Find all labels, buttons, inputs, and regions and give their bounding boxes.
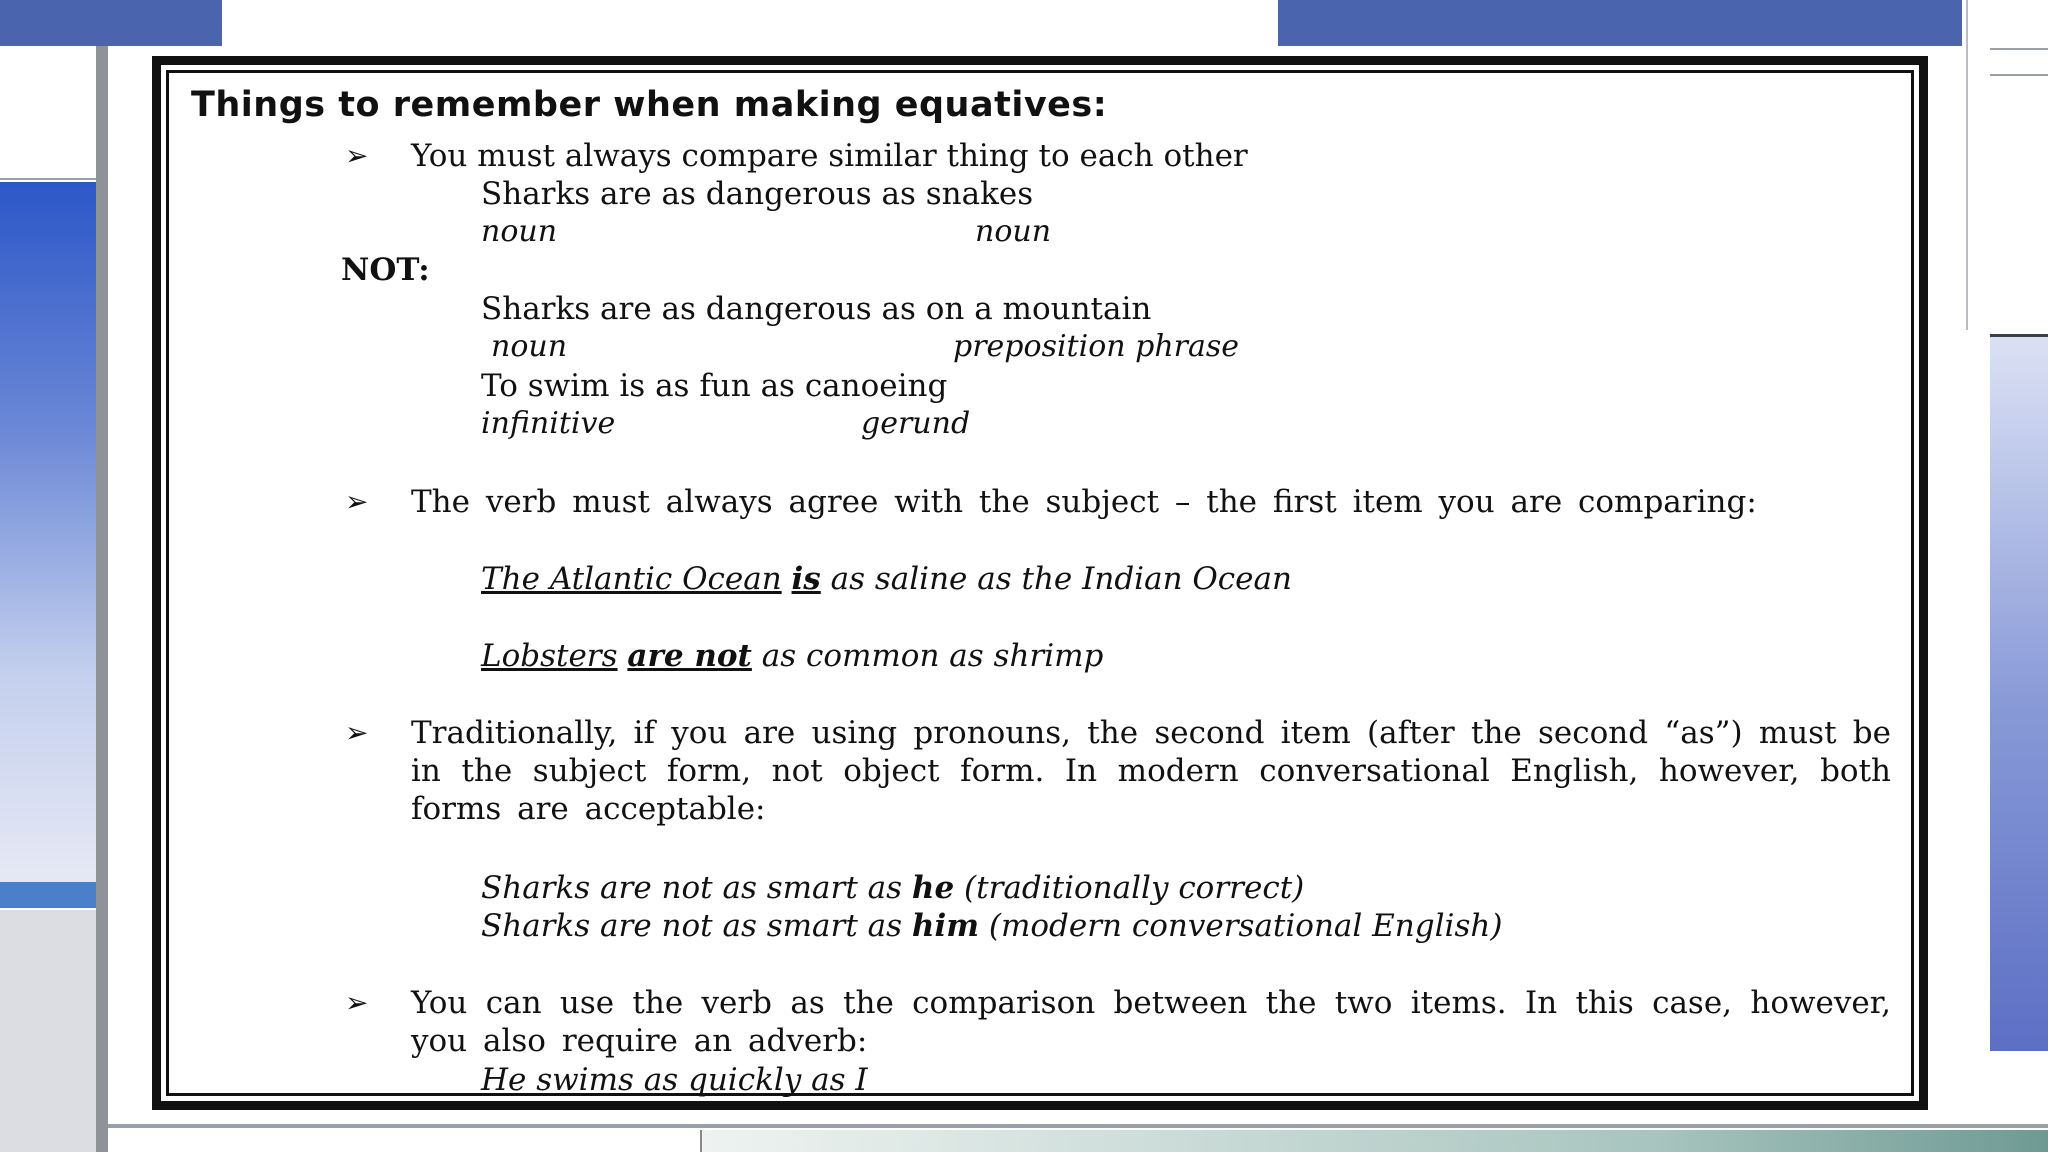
rule-3-example-1 [481, 869, 1304, 907]
grammar-note-frame [152, 56, 1928, 1110]
rule-3-example-2-after: (modern conversational English) [988, 908, 1503, 944]
top-left-accent-bar [0, 0, 222, 46]
right-gradient-panel [1990, 334, 2048, 1051]
rule-3-text: Traditionally, if you are using pronouns, the second item (after the second “as”) must be in the subject form, not object form. In modern conversational English, however, both forms are acceptable: [411, 715, 1891, 827]
rule-3-example-2 [481, 907, 1502, 945]
rule-2-example-2-rest: as common as shrimp [761, 638, 1104, 674]
bullet-arrow-icon: ➢ [345, 485, 369, 518]
bullet-arrow-icon: ➢ [345, 139, 369, 172]
rule-3-example-2-before: Sharks are not as smart as [481, 908, 903, 944]
left-gradient-panel [0, 182, 96, 882]
rule-1-example-3-label-gerund: gerund [861, 406, 971, 441]
rule-2-example-1-rest: as saline as the Indian Ocean [830, 561, 1292, 597]
rule-2-example-1-verb: is [791, 561, 821, 597]
note-title: Things to remember when making equatives: [191, 85, 1108, 125]
rule-1-example-1-label-noun-2: noun [975, 214, 1052, 249]
rule-2-example-2-verb: are not [627, 638, 752, 674]
rule-3-example-1-pronoun: he [911, 870, 955, 906]
rule-2-example-2-subject: Lobsters [481, 638, 618, 674]
rule-4-example-1: He swims as quickly as I [481, 1062, 868, 1098]
right-decor-line [1990, 74, 2048, 76]
rule-1-example-2-label-preposition: preposition phrase [953, 329, 1240, 364]
bottom-gradient-strip [700, 1130, 2048, 1152]
rule-4-text: You can use the verb as the comparison between the two items. In this case, however, you also require an adverb: [411, 985, 1891, 1059]
bottom-rule [108, 1124, 2048, 1128]
top-right-accent-bar [1278, 0, 1962, 46]
left-vertical-rule [96, 46, 108, 1152]
left-accent-stripe [0, 882, 96, 908]
rule-1-example-3-label-infinitive: infinitive [481, 406, 616, 441]
bullet-arrow-icon: ➢ [345, 986, 369, 1019]
left-panel-bottom [0, 910, 96, 1152]
rule-2-example-1 [481, 560, 1292, 598]
rule-1-example-2: Sharks are as dangerous as on a mountain [481, 291, 1152, 327]
rule-1-example-1-label-noun: noun [481, 214, 558, 249]
rule-2-text: The verb must always agree with the subject – the first item you are comparing: [411, 484, 1757, 520]
rule-1-example-3: To swim is as fun as canoeing [481, 368, 948, 404]
bullet-arrow-icon: ➢ [345, 716, 369, 749]
left-panel-top [0, 54, 96, 180]
rule-3-example-1-after: (traditionally correct) [964, 870, 1305, 906]
rule-3-example-2-pronoun: him [911, 908, 980, 944]
rule-2-example-1-subject: The Atlantic Ocean [481, 561, 782, 597]
rule-1-text: You must always compare similar thing to each other [411, 138, 1248, 174]
not-label: NOT: [341, 252, 430, 288]
rule-1-example-1: Sharks are as dangerous as snakes [481, 176, 1034, 212]
right-decor-line [1990, 48, 2048, 50]
rule-1-example-2-label-noun: noun [491, 329, 568, 364]
rule-3-example-1-before: Sharks are not as smart as [481, 870, 903, 906]
rule-2-example-2 [481, 637, 1103, 675]
